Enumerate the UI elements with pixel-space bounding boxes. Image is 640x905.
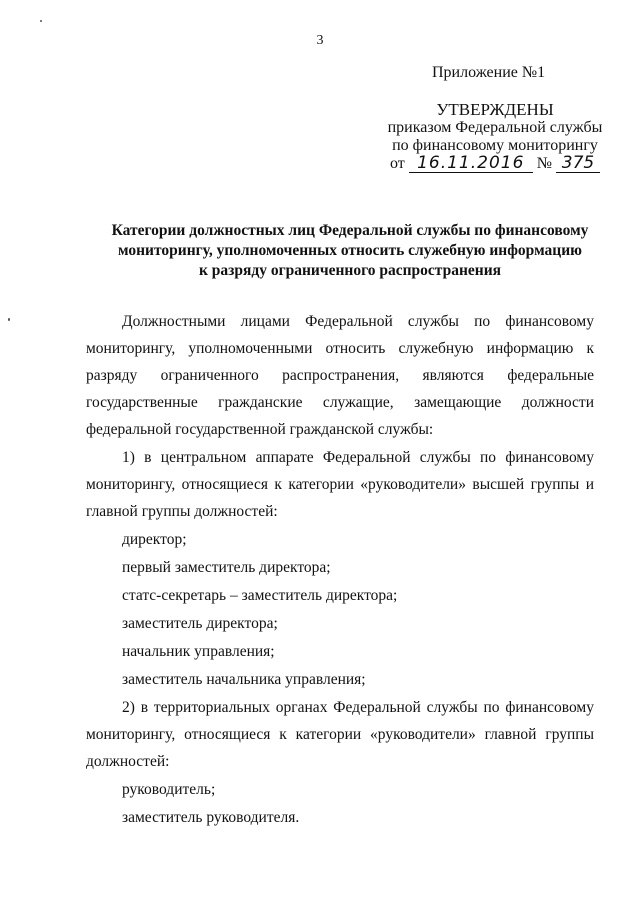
title-line: мониторингу, уполномоченных относить служебную информацию	[118, 242, 582, 259]
approval-date-line	[390, 155, 600, 173]
list-item: первый заместитель директора;	[122, 559, 331, 576]
scan-speck	[8, 318, 10, 321]
list-item: руководитель;	[122, 781, 216, 798]
document-title	[60, 221, 640, 281]
date-prefix: от	[389, 155, 405, 172]
list-item: заместитель начальника управления;	[122, 671, 366, 688]
scan-speck	[40, 20, 42, 22]
list-item: заместитель руководителя.	[122, 809, 300, 826]
number-prefix: №	[536, 155, 553, 172]
handwritten-number: 375	[556, 155, 600, 173]
section-2-paragraph: 2) в территориальных органах Федеральной службы по финансовому мониторингу, относящиеся к категории «руководители» главной группы должностей:	[86, 699, 594, 770]
page-number: 3	[316, 33, 324, 48]
handwritten-date: 16.11.2016	[409, 155, 533, 173]
title-line: к разряду ограниченного распространения	[198, 262, 502, 279]
approved-heading: УТВЕРЖДЕНЫ	[436, 100, 554, 119]
section-1-paragraph: 1) в центральном аппарате Федеральной службы по финансовому мониторингу, относящиеся к категории «руководители» высшей группы и главной группы должностей:	[86, 449, 594, 520]
title-line: Категории должностных лиц Федеральной службы по финансовому	[111, 222, 589, 239]
list-item: статс-секретарь – заместитель директора;	[122, 587, 398, 604]
approval-line-2: по финансовому мониторингу	[392, 137, 598, 154]
intro-paragraph: Должностными лицами Федеральной службы по финансовому мониторингу, уполномоченными относить служебную информацию к разряду ограниченного распространения, являются федеральные государственные гражданские служащие, замещающие должности федеральной государственной гражданской службы:	[86, 313, 594, 438]
list-item: заместитель директора;	[122, 615, 278, 632]
list-item: директор;	[122, 531, 187, 548]
document-body	[86, 308, 594, 831]
appendix-label: Приложение №1	[432, 64, 546, 81]
approval-block	[370, 101, 620, 173]
list-item: начальник управления;	[122, 643, 275, 660]
approval-line-1: приказом Федеральной службы	[387, 119, 603, 136]
